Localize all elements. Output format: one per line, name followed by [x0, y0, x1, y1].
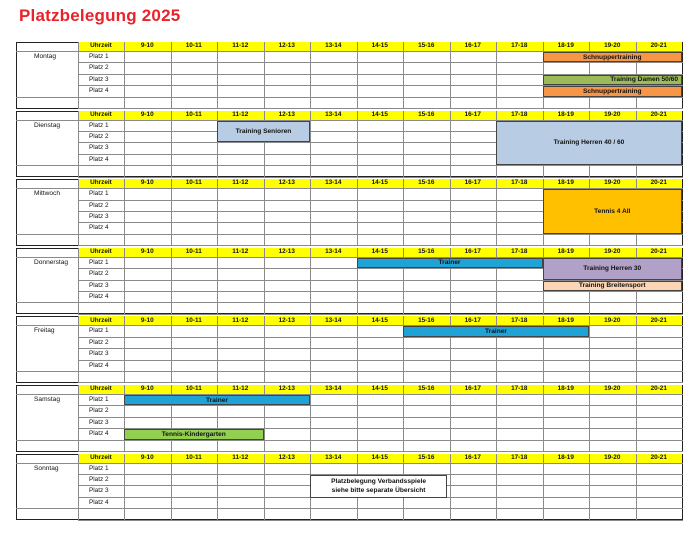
row-divider [16, 120, 78, 121]
court-label: Platz 1 [89, 396, 109, 403]
time-slot-header: 19-20 [589, 248, 636, 257]
time-header-label: Uhrzeit [78, 385, 124, 394]
time-slot-header: 13-14 [310, 454, 357, 463]
row-divider [78, 360, 683, 361]
time-slot-header: 15-16 [403, 385, 450, 394]
booking-block[interactable]: Schnuppertraining [543, 86, 683, 96]
time-slot-header: 9-10 [124, 248, 171, 257]
row-divider [78, 440, 683, 441]
column-divider [78, 316, 79, 383]
row-divider [16, 371, 78, 372]
row-divider [78, 417, 683, 418]
booking-block[interactable]: Training Damen 50/60 [543, 75, 683, 85]
column-divider [124, 42, 125, 109]
court-label: Platz 1 [89, 53, 109, 60]
time-slot-header: 20-21 [636, 454, 683, 463]
booking-block[interactable]: Tennis 4 All [543, 189, 683, 234]
column-divider [78, 42, 79, 109]
court-label: Platz 3 [89, 144, 109, 152]
time-slot-header: 12-13 [264, 179, 311, 188]
column-divider [217, 179, 218, 246]
row-divider [78, 508, 683, 509]
time-slot-header: 13-14 [310, 385, 357, 394]
time-slot-header: 12-13 [264, 42, 311, 51]
court-label: Platz 4 [89, 361, 109, 369]
row-divider [16, 97, 78, 98]
time-slot-header: 12-13 [264, 248, 311, 257]
column-divider [636, 316, 637, 383]
row-divider [78, 291, 683, 292]
row-divider [16, 188, 78, 189]
column-divider [264, 42, 265, 109]
time-slot-header: 10-11 [171, 454, 218, 463]
time-slot-header: 11-12 [217, 111, 264, 120]
column-divider [450, 385, 451, 452]
court-label: Platz 2 [89, 407, 109, 415]
column-divider [357, 385, 358, 452]
column-divider [636, 385, 637, 452]
column-divider [543, 385, 544, 452]
column-divider [78, 385, 79, 452]
column-divider [171, 179, 172, 246]
time-slot-header: 9-10 [124, 316, 171, 325]
time-slot-header: 10-11 [171, 179, 218, 188]
court-label: Platz 3 [89, 418, 109, 426]
time-slot-header: 16-17 [450, 111, 497, 120]
court-label: Platz 4 [89, 155, 109, 163]
column-divider [264, 248, 265, 315]
court-label: Platz 3 [89, 487, 109, 495]
time-slot-header: 14-15 [357, 248, 404, 257]
row-divider [78, 234, 683, 235]
court-label: Platz 3 [89, 350, 109, 358]
row-divider [78, 314, 683, 315]
row-divider [78, 463, 683, 464]
booking-block[interactable]: Trainer [357, 258, 543, 268]
column-divider [403, 385, 404, 452]
booking-block[interactable]: Schnuppertraining [543, 52, 683, 62]
time-slot-header: 14-15 [357, 179, 404, 188]
time-slot-header: 17-18 [496, 111, 543, 120]
booking-block[interactable]: Trainer [403, 326, 589, 336]
court-label: Platz 2 [89, 338, 109, 346]
column-divider [589, 385, 590, 452]
time-slot-header: 10-11 [171, 316, 218, 325]
column-divider [310, 385, 311, 452]
column-divider [357, 111, 358, 178]
booking-block[interactable]: Training Senioren [217, 121, 310, 143]
time-slot-header: 17-18 [496, 248, 543, 257]
court-label: Platz 1 [89, 327, 109, 335]
time-slot-header: 9-10 [124, 111, 171, 120]
column-divider [217, 42, 218, 109]
court-label: Platz 1 [89, 258, 109, 266]
row-divider [16, 394, 78, 395]
time-slot-header: 11-12 [217, 42, 264, 51]
court-label: Platz 1 [89, 121, 109, 129]
court-label: Platz 2 [89, 64, 109, 72]
time-slot-header: 19-20 [589, 454, 636, 463]
column-divider [450, 42, 451, 109]
column-divider [403, 111, 404, 178]
column-divider [636, 454, 637, 521]
row-divider [78, 302, 683, 303]
column-divider [310, 179, 311, 246]
time-slot-header: 18-19 [543, 248, 590, 257]
column-divider [357, 179, 358, 246]
day-name: Dienstag [34, 121, 61, 129]
court-label: Platz 2 [89, 201, 109, 209]
court-label: Platz 4 [89, 430, 109, 438]
time-slot-header: 14-15 [357, 42, 404, 51]
time-slot-header: 19-20 [589, 385, 636, 394]
time-slot-header: 15-16 [403, 111, 450, 120]
time-slot-header: 9-10 [124, 385, 171, 394]
column-divider [450, 179, 451, 246]
row-divider [78, 382, 683, 383]
time-slot-header: 12-13 [264, 316, 311, 325]
court-label: Platz 3 [89, 75, 109, 83]
column-divider [264, 316, 265, 383]
column-divider [124, 248, 125, 315]
column-divider [403, 179, 404, 246]
column-divider [78, 179, 79, 246]
time-slot-header: 11-12 [217, 248, 264, 257]
time-slot-header: 18-19 [543, 454, 590, 463]
row-divider [16, 234, 78, 235]
column-divider [264, 454, 265, 521]
time-slot-header: 17-18 [496, 385, 543, 394]
time-slot-header: 16-17 [450, 385, 497, 394]
time-slot-header: 20-21 [636, 42, 683, 51]
column-divider [310, 316, 311, 383]
column-divider [357, 316, 358, 383]
time-slot-header: 16-17 [450, 454, 497, 463]
time-slot-header: 18-19 [543, 385, 590, 394]
time-slot-header: 13-14 [310, 111, 357, 120]
day-name: Donnerstag [34, 258, 69, 266]
column-divider [589, 454, 590, 521]
time-slot-header: 10-11 [171, 42, 218, 51]
column-divider [496, 42, 497, 109]
day-name: Mittwoch [34, 190, 61, 198]
time-slot-header: 18-19 [543, 179, 590, 188]
column-divider [171, 111, 172, 178]
column-divider [217, 454, 218, 521]
row-divider [78, 405, 683, 406]
row-divider [16, 508, 78, 509]
column-divider [450, 454, 451, 521]
row-divider [16, 302, 78, 303]
time-slot-header: 13-14 [310, 179, 357, 188]
row-divider [78, 245, 683, 246]
court-label: Platz 3 [89, 281, 109, 289]
time-slot-header: 11-12 [217, 179, 264, 188]
row-divider [78, 520, 683, 521]
column-divider [310, 248, 311, 315]
time-slot-header: 14-15 [357, 454, 404, 463]
time-slot-header: 19-20 [589, 179, 636, 188]
court-label: Platz 1 [89, 190, 109, 198]
time-slot-header: 11-12 [217, 316, 264, 325]
court-label: Platz 2 [89, 270, 109, 278]
row-divider [16, 440, 78, 441]
time-slot-header: 17-18 [496, 42, 543, 51]
row-divider [78, 108, 683, 109]
column-divider [264, 179, 265, 246]
time-slot-header: 16-17 [450, 316, 497, 325]
sunday-note [310, 475, 447, 498]
time-slot-header: 16-17 [450, 248, 497, 257]
time-slot-header: 17-18 [496, 454, 543, 463]
time-slot-header: 9-10 [124, 454, 171, 463]
page-title: Platzbelegung 2025 [19, 6, 181, 25]
row-divider [16, 165, 78, 166]
time-slot-header: 11-12 [217, 454, 264, 463]
row-divider [78, 62, 683, 63]
time-slot-header: 17-18 [496, 316, 543, 325]
column-divider [124, 179, 125, 246]
time-slot-header: 18-19 [543, 42, 590, 51]
row-divider [16, 463, 78, 464]
booking-block[interactable]: Trainer [124, 395, 310, 405]
column-divider [78, 111, 79, 178]
time-slot-header: 10-11 [171, 111, 218, 120]
row-divider [78, 177, 683, 178]
column-divider [171, 42, 172, 109]
row-divider [16, 257, 78, 258]
time-slot-header: 17-18 [496, 179, 543, 188]
time-header-label: Uhrzeit [78, 316, 124, 325]
column-divider [496, 454, 497, 521]
time-header-label: Uhrzeit [78, 248, 124, 257]
column-divider [310, 111, 311, 178]
day-name: Sonntag [34, 464, 59, 472]
time-slot-header: 15-16 [403, 248, 450, 257]
court-label: Platz 4 [89, 87, 109, 95]
row-divider [16, 325, 78, 326]
row-divider [78, 97, 683, 98]
row-divider [78, 451, 683, 452]
column-divider [217, 316, 218, 383]
row-divider [78, 371, 683, 372]
time-slot-header: 20-21 [636, 179, 683, 188]
time-slot-header: 16-17 [450, 179, 497, 188]
time-slot-header: 18-19 [543, 111, 590, 120]
column-divider [543, 454, 544, 521]
time-slot-header: 16-17 [450, 42, 497, 51]
time-slot-header: 15-16 [403, 42, 450, 51]
court-label: Platz 1 [89, 464, 109, 472]
day-name: Montag [34, 53, 56, 60]
time-slot-header: 19-20 [589, 316, 636, 325]
column-divider [124, 111, 125, 178]
time-slot-header: 19-20 [589, 42, 636, 51]
time-header-label: Uhrzeit [78, 454, 124, 463]
time-slot-header: 14-15 [357, 385, 404, 394]
time-slot-header: 10-11 [171, 385, 218, 394]
time-slot-header: 15-16 [403, 179, 450, 188]
time-slot-header: 9-10 [124, 179, 171, 188]
court-label: Platz 2 [89, 133, 109, 140]
sunday-note-line2: siehe bitte separate Übersicht [331, 487, 426, 495]
column-divider [496, 179, 497, 246]
column-divider [78, 248, 79, 315]
row-divider [78, 325, 683, 326]
column-divider [171, 248, 172, 315]
time-slot-header: 18-19 [543, 316, 590, 325]
time-slot-header: 20-21 [636, 248, 683, 257]
time-slot-header: 19-20 [589, 111, 636, 120]
column-divider [217, 248, 218, 315]
time-slot-header: 13-14 [310, 316, 357, 325]
time-slot-header: 13-14 [310, 42, 357, 51]
time-slot-header: 13-14 [310, 248, 357, 257]
booking-block[interactable]: Training Herren 30 [543, 258, 683, 280]
row-divider [78, 348, 683, 349]
column-divider [78, 454, 79, 521]
column-divider [589, 316, 590, 383]
column-divider [496, 385, 497, 452]
time-slot-header: 12-13 [264, 454, 311, 463]
time-slot-header: 10-11 [171, 248, 218, 257]
day-name: Freitag [34, 327, 55, 335]
time-slot-header: 14-15 [357, 316, 404, 325]
court-label: Platz 4 [89, 224, 109, 232]
column-divider [171, 454, 172, 521]
court-label: Platz 4 [89, 293, 109, 300]
time-slot-header: 20-21 [636, 111, 683, 120]
row-divider [78, 337, 683, 338]
booking-block[interactable]: Tennis-Kindergarten [124, 429, 264, 439]
row-divider [16, 51, 78, 52]
time-slot-header: 20-21 [636, 316, 683, 325]
column-divider [124, 316, 125, 383]
time-slot-header: 14-15 [357, 111, 404, 120]
column-divider [357, 42, 358, 109]
court-label: Platz 2 [89, 476, 109, 483]
sunday-note-line1: Platzbelegung Verbandsspiele [331, 477, 427, 485]
court-label: Platz 3 [89, 213, 109, 220]
day-name: Samstag [34, 396, 61, 403]
time-slot-header: 12-13 [264, 385, 311, 394]
time-slot-header: 12-13 [264, 111, 311, 120]
column-divider [124, 454, 125, 521]
time-header-label: Uhrzeit [78, 111, 124, 120]
time-slot-header: 15-16 [403, 316, 450, 325]
time-header-label: Uhrzeit [78, 179, 124, 188]
row-divider [78, 165, 683, 166]
time-slot-header: 9-10 [124, 42, 171, 51]
column-divider [403, 42, 404, 109]
booking-block[interactable]: Training Herren 40 / 60 [496, 121, 682, 166]
column-divider [310, 42, 311, 109]
column-divider [450, 111, 451, 178]
court-label: Platz 4 [89, 498, 109, 506]
booking-block[interactable]: Training Breitensport [543, 281, 683, 291]
time-slot-header: 15-16 [403, 454, 450, 463]
time-header-label: Uhrzeit [78, 42, 124, 51]
column-divider [171, 316, 172, 383]
time-slot-header: 20-21 [636, 385, 683, 394]
time-slot-header: 11-12 [217, 385, 264, 394]
